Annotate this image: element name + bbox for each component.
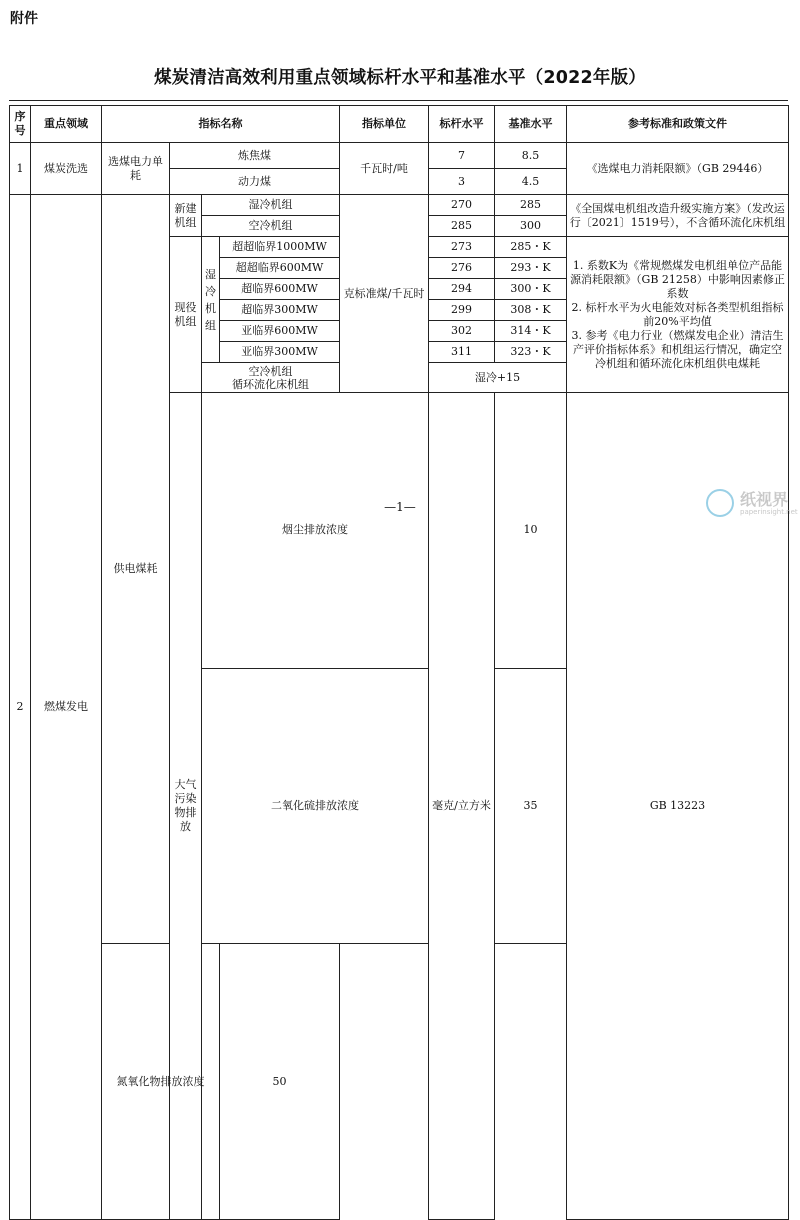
col-seq: 序号 [10, 106, 31, 143]
col-domain: 重点领域 [31, 106, 102, 143]
benchmark-cell: 273 [429, 237, 495, 258]
indicator-cell: 超临界600MW [220, 279, 340, 300]
unit-cell: 克标准煤/千瓦时 [340, 195, 429, 393]
benchmark-cell: 10 [495, 393, 567, 669]
existing-units-label: 现役机组 [170, 237, 202, 393]
indicator-cell: 烟尘排放浓度 [202, 393, 429, 669]
watermark-url: paperinsight.net [740, 508, 798, 516]
domain-cell: 燃煤发电 [31, 195, 102, 1220]
indicator-cell: 亚临界300MW [220, 342, 340, 363]
page-number: —1— [384, 500, 416, 514]
refs-cell: 1. 系数K为《常规燃煤发电机组单位产品能源消耗限额》（GB 21258）中影响因素修正系数 2. 标杆水平为火电能效对标各类型机组指标前20%平均值 3. 参考《电力行业（燃煤发电企业）清洁生产评价指标体系》和机组运行情况，确定空冷机组和循环流化床机组供电煤耗 [567, 237, 789, 393]
indicator-cell: 炼焦煤 [170, 143, 340, 169]
indicator-cell: 超临界300MW [220, 300, 340, 321]
indicator-cell: 超超临界600MW [220, 258, 340, 279]
benchmark-cell: 299 [429, 300, 495, 321]
baseline-cell: 308・K [495, 300, 567, 321]
other-units-value: 湿冷+15 [429, 363, 567, 393]
baseline-cell: 300 [495, 216, 567, 237]
col-unit: 指标单位 [340, 106, 429, 143]
seq-cell: 1 [10, 143, 31, 195]
seq-cell: 2 [10, 195, 31, 1220]
table-header-row [10, 106, 789, 143]
new-units-label: 新建机组 [170, 195, 202, 237]
benchmark-cell: 311 [429, 342, 495, 363]
benchmark-cell: 7 [429, 143, 495, 169]
refs-cell: 《全国煤电机组改造升级实施方案》（发改运行〔2021〕1519号），不含循环流化床机组 [567, 195, 789, 237]
watermark [706, 487, 798, 521]
wet-cooling-label: 湿冷机组 [202, 237, 220, 363]
indicator-cell: 动力煤 [170, 169, 340, 195]
attachment-label: 附件 [10, 11, 38, 27]
pollution-label: 大气污染物排放 [170, 393, 202, 1220]
col-benchmark: 标杆水平 [429, 106, 495, 143]
watermark-text: 纸视界 [740, 490, 789, 509]
indicator-cell: 亚临界600MW [220, 321, 340, 342]
col-refs: 参考标准和政策文件 [567, 106, 789, 143]
indicator-cell: 空冷机组 循环流化床机组 [202, 363, 340, 393]
indicator-cell: 氮氧化物排放浓度 [102, 944, 220, 1220]
benchmark-cell: 3 [429, 169, 495, 195]
baseline-cell: 4.5 [495, 169, 567, 195]
baseline-cell: 8.5 [495, 143, 567, 169]
benchmark-table [9, 105, 789, 1220]
baseline-cell: 323・K [495, 342, 567, 363]
baseline-cell: 314・K [495, 321, 567, 342]
benchmark-cell: 270 [429, 195, 495, 216]
unit-cell: 千瓦时/吨 [340, 143, 429, 195]
document-title: 煤炭清洁高效利用重点领域标杆水平和基准水平（2022年版） [153, 68, 646, 88]
benchmark-cell: 285 [429, 216, 495, 237]
indicator-cell: 二氧化硫排放浓度 [202, 668, 429, 944]
group-cell: 选煤电力单耗 [102, 143, 170, 195]
indicator-cell: 超超临界1000MW [220, 237, 340, 258]
domain-cell: 煤炭洗选 [31, 143, 102, 195]
baseline-cell: 300・K [495, 279, 567, 300]
title-rule [9, 100, 788, 101]
indicator-cell: 湿冷机组 [202, 195, 340, 216]
supply-coal-label: 供电煤耗 [102, 195, 170, 944]
unit-cell: 毫克/立方米 [429, 393, 495, 1220]
watermark-logo-icon [706, 489, 734, 517]
table-row [10, 195, 789, 216]
baseline-cell: 293・K [495, 258, 567, 279]
benchmark-cell: 294 [429, 279, 495, 300]
benchmark-cell: 50 [220, 944, 340, 1220]
baseline-cell: GB 13223 [567, 393, 789, 1220]
benchmark-cell: 35 [495, 668, 567, 944]
col-indicator: 指标名称 [102, 106, 340, 143]
col-baseline: 基准水平 [495, 106, 567, 143]
baseline-cell: 285 [495, 195, 567, 216]
refs-cell: 《选煤电力消耗限额》（GB 29446） [567, 143, 789, 195]
baseline-cell: 285・K [495, 237, 567, 258]
indicator-cell: 空冷机组 [202, 216, 340, 237]
benchmark-cell: 302 [429, 321, 495, 342]
table-row [10, 143, 789, 169]
benchmark-cell: 276 [429, 258, 495, 279]
